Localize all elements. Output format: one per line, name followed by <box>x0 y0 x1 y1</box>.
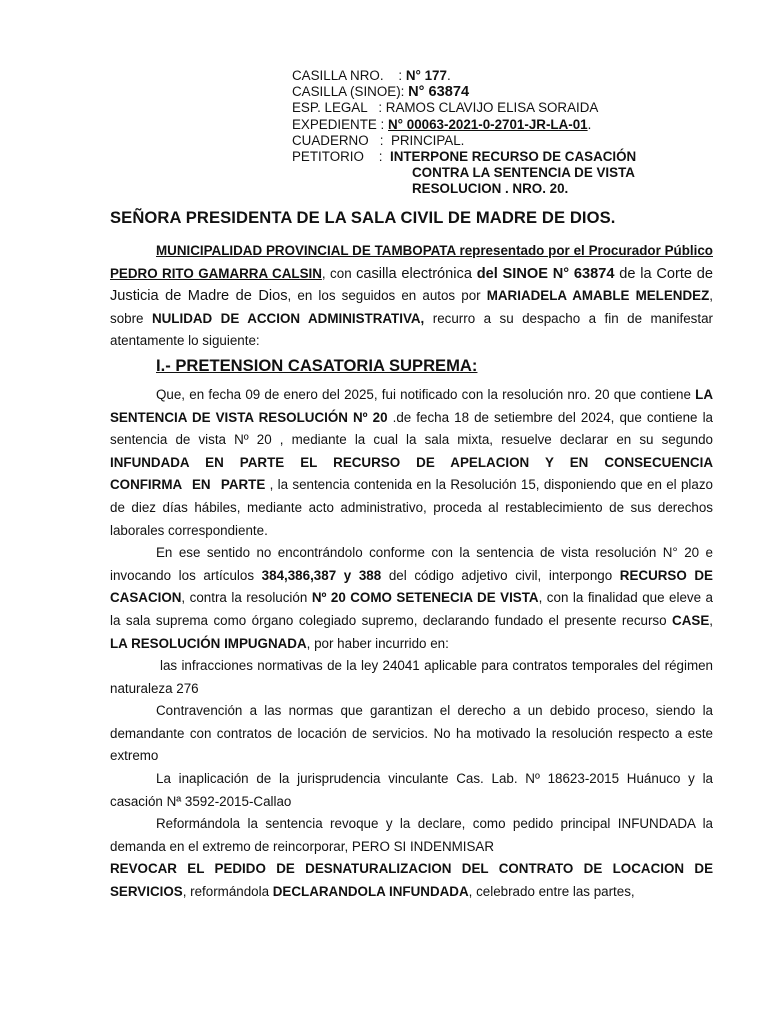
petitorio-value: INTERPONE RECURSO DE CASACIÓN <box>389 149 637 165</box>
sinoe-label: CASILLA (SINOE): <box>292 84 409 100</box>
petitorio-line-2: CONTRA LA SENTENCIA DE VISTA <box>412 165 635 181</box>
esp-legal-line: ESP. LEGAL : RAMOS CLAVIJO ELISA SORAIDA <box>292 100 599 116</box>
p2-text-2: del código adjetivo civil, interpongo <box>381 567 620 583</box>
intro-text-4: recurro a su despacho a fin de manifestar atentamente lo siguiente: <box>110 310 713 349</box>
intro-text: , con <box>321 265 357 281</box>
paragraph-6: Reformándola la sentencia revoque y la declare, como pedido principal INFUNDADA la demanda en el extremo de reincorporar, PERO SI INDENMISAR <box>110 816 713 854</box>
casilla-line <box>292 68 636 84</box>
paragraph-1 <box>110 384 713 542</box>
p7-text: , reformándola <box>182 884 273 900</box>
intro-text-2: , en los seguidos en autos por <box>287 288 487 304</box>
intro-party: MUNICIPALIDAD PROVINCIAL DE TAMBOPATA representado por el Procurador Público PEDRO RITO GAMARRA CALSIN <box>110 243 713 281</box>
p1-bold: LA SENTENCIA DE VISTA RESOLUCIÓN Nº 20 <box>110 386 713 425</box>
p2-text-5: , por haber incurrido en: <box>306 635 449 651</box>
p1-bold-2: INFUNDADA EN PARTE EL RECURSO DE APELACION Y EN CONSECUENCIA CONFIRMA EN PARTE <box>110 454 713 493</box>
intro-text-3: , sobre <box>110 288 713 326</box>
paragraph-4: Contravención a las normas que garantizan el derecho a un debido proceso, siendo la demandante con contratos de locación de servicios. No ha motivado la resolución respecto a este extremo <box>110 703 713 764</box>
paragraph-5: La inaplicación de la jurisprudencia vinculante Cas. Lab. Nº 18623-2015 Huánuco y la casación Nª 3592-2015-Callao <box>110 771 713 809</box>
section-heading: I.- PRETENSION CASATORIA SUPREMA: <box>156 355 478 375</box>
expediente-label: EXPEDIENTE : <box>292 116 388 132</box>
p2-case: CASE <box>672 612 710 628</box>
paragraph-3: las infracciones normativas de la ley 24041 aplicable para contratos temporales del régimen naturaleza 276 <box>110 658 713 696</box>
casilla-tail: . <box>446 68 451 83</box>
p2-impugnada: LA RESOLUCIÓN IMPUGNADA <box>110 635 307 651</box>
cuaderno-line: CUADERNO : PRINCIPAL. <box>292 132 465 148</box>
intro-casilla: casilla electrónica <box>356 265 477 282</box>
expediente-line <box>292 117 636 133</box>
petitorio-line <box>292 149 636 165</box>
casilla-value: N° 177 <box>405 68 447 83</box>
p2-text-3: , contra la resolución <box>181 590 312 606</box>
paragraph-7 <box>110 858 713 903</box>
p7-bold-2: DECLARANDOLA INFUNDADA <box>272 884 469 900</box>
sinoe-line <box>292 84 636 100</box>
p7-bold: REVOCAR EL PEDIDO DE DESNATURALIZACION DEL CONTRATO DE LOCACION DE SERVICIOS <box>110 861 713 900</box>
document-body <box>110 240 713 904</box>
petitorio-label: PETITORIO : <box>292 149 390 165</box>
document-title: SEÑORA PRESIDENTA DE LA SALA CIVIL DE MADRE DE DIOS. <box>110 208 616 227</box>
p2-text-4: , con la finalidad que eleve a la sala suprema como órgano colegiado supremo, declarando fundado el presente recurso <box>110 590 713 628</box>
p1-text-3: , la sentencia contenida en la Resolución 15, disponiendo que en el plazo de diez días hábiles, mediante acto administrativo, proceda al restablecimiento de sus derechos laborales correspondiente. <box>110 477 713 538</box>
intro-matter: NULIDAD DE ACCION ADMINISTRATIVA, <box>151 310 425 326</box>
intro-court: de la Corte de Justicia de Madre de Dios <box>110 265 713 305</box>
case-header <box>292 68 636 198</box>
intro-plaintiff: MARIADELA AMABLE MELENDEZ <box>486 288 710 304</box>
p2-resolucion: Nº 20 COMO SETENECIA DE VISTA <box>311 590 539 606</box>
p2-comma: , <box>709 612 713 628</box>
sinoe-value: N° 63874 <box>408 84 470 101</box>
p2-text: En ese sentido no encontrándolo conforme con la sentencia de vista resolución N° 20 e invocando los artículos <box>110 545 713 583</box>
p2-recurso: RECURSO DE CASACION <box>110 567 713 606</box>
paragraph-2 <box>110 542 713 655</box>
intro-sinoe: del SINOE N° 63874 <box>476 265 615 282</box>
p1-text: Que, en fecha 09 de enero del 2025, fui notificado con la resolución nro. 20 que contiene <box>156 386 696 402</box>
p1-text-2: .de fecha 18 de setiembre del 2024, que contiene la sentencia de vista Nº 20 , mediante la cual la sala mixta, resuelve declarar en su segundo <box>110 409 713 448</box>
p7-text-2: , celebrado entre las partes, <box>468 884 635 900</box>
intro-paragraph <box>110 240 713 353</box>
petitorio-line-3: RESOLUCION . NRO. 20. <box>412 181 569 197</box>
expediente-tail: . <box>587 116 592 132</box>
p2-articles: 384,386,387 y 388 <box>261 567 382 583</box>
expediente-value: N° 00063-2021-0-2701-JR-LA-01 <box>388 116 588 132</box>
casilla-label: CASILLA NRO. : <box>292 68 406 83</box>
